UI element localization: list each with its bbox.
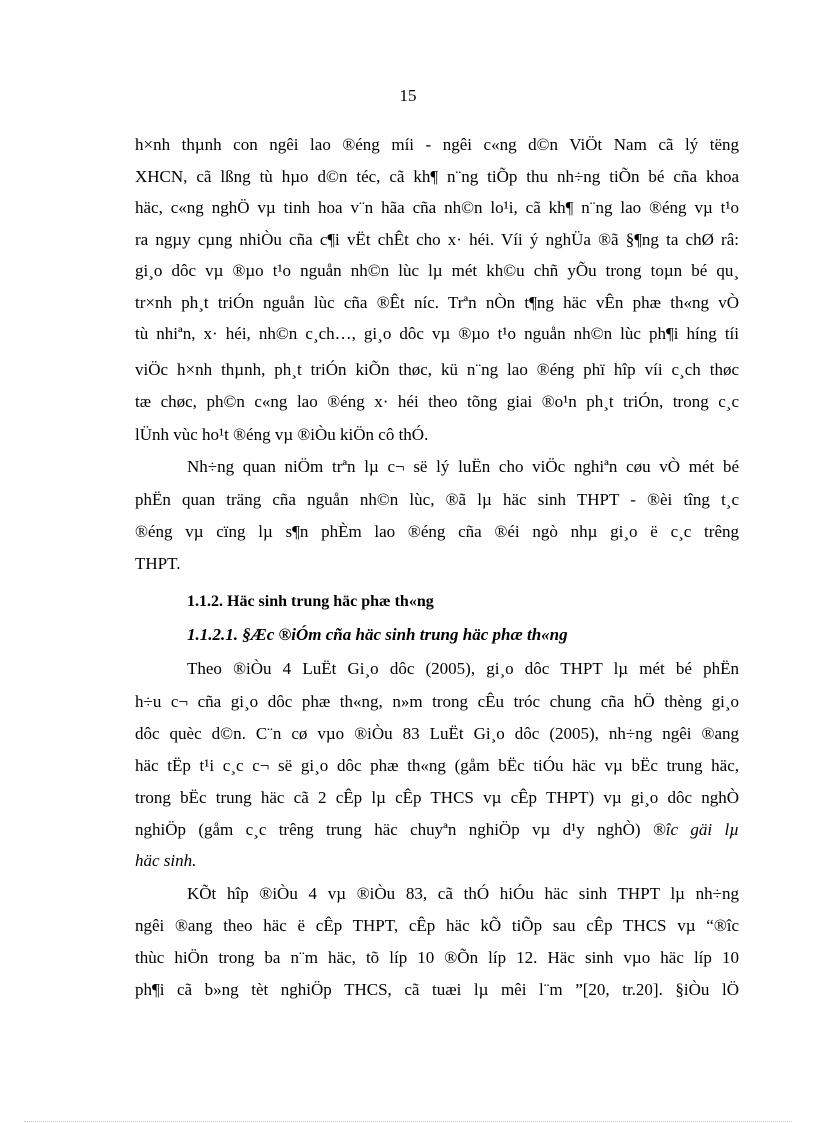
text-line: Nh÷ng quan niÖm trªn lµ c¬ së lý luËn cho viÖc nghiªn cøu vÒ mét bé <box>187 457 739 476</box>
text-line <box>135 819 739 841</box>
text-line: thùc hiÖn trong ba n¨m häc, tõ líp 10 ®Õn líp 12. Häc sinh vµo häc líp 10 <box>135 948 739 967</box>
text-line: trong bËc trung häc cã 2 cÊp lµ cÊp THCS vµ cÊp THPT) vµ gi¸o dôc nghÒ <box>135 788 739 807</box>
text-line: h×nh thµnh con ngêi lao ®éng míi - ngêi c«ng d©n ViÖt Nam cã lý tëng <box>135 135 739 154</box>
text-line: tr×nh ph¸t triÓn nguån lùc cña ®Êt níc. Trªn nÒn t¶ng häc vÊn phæ th«ng vÒ <box>135 293 739 312</box>
text-span: nghiÖp (gåm c¸c trêng trung häc chuyªn nghiÖp vµ d¹y nghÒ) <box>135 820 641 839</box>
text-line: lÜnh vùc ho¹t ®éng vµ ®iÒu kiÖn cô thÓ. <box>135 425 429 444</box>
page-bottom-divider <box>24 1121 792 1122</box>
text-line: häc sinh. <box>135 851 197 870</box>
text-line: KÕt hîp ®iÒu 4 vµ ®iÒu 83, cã thÓ hiÓu häc sinh THPT lµ nh÷ng <box>187 884 739 903</box>
text-line: häc, c«ng nghÖ vµ tinh hoa v¨n hãa cña nh©n lo¹i, cã kh¶ n¨ng lao ®éng vµ t¹o <box>135 198 739 217</box>
text-line: ngêi ®ang theo häc ë cÊp THPT, cÊp häc kÕ tiÕp sau cÊp THCS vµ “®îc <box>135 916 739 935</box>
text-line: ®éng vµ cïng lµ s¶n phÈm lao ®éng cña ®éi ngò nhµ gi¸o ë c¸c trêng <box>135 522 739 541</box>
section-heading: 1.1.2. Häc sinh trung häc phæ th«ng <box>187 593 434 610</box>
text-line: tù nhiªn, x· héi, nh©n c¸ch…, gi¸o dôc vµ ®µo t¹o nguån nh©n lùc ph¶i híng tíi <box>135 324 739 343</box>
text-line: dôc quèc d©n. C¨n cø vµo ®iÒu 83 LuËt Gi¸o dôc (2005), nh÷ng ngêi ®ang <box>135 724 739 743</box>
text-line: h÷u c¬ cña gi¸o dôc phæ th«ng, n»m trong cÊu tróc chung cña hÖ thèng gi¸o <box>135 692 739 711</box>
text-line: THPT. <box>135 554 181 573</box>
text-line: XHCN, cã lßng tù hµo d©n téc, cã kh¶ n¨ng tiÕp thu nh÷ng tiÕn bé cña khoa <box>135 167 739 186</box>
text-line: häc tËp t¹i c¸c c¬ së gi¸o dôc phæ th«ng (gåm bËc tiÓu häc vµ bËc trung häc, <box>135 756 739 775</box>
text-line: Theo ®iÒu 4 LuËt Gi¸o dôc (2005), gi¸o dôc THPT lµ mét bé phËn <box>187 659 739 678</box>
text-line: ra ngµy cµng nhiÒu cña c¶i vËt chÊt cho x· héi. Víi ý nghÜa ®ã §¶ng ta chØ râ: <box>135 230 739 249</box>
text-line: phËn quan träng cña nguån nh©n lùc, ®ã lµ häc sinh THPT - ®èi tîng t¸c <box>135 490 739 509</box>
page-number: 15 <box>399 86 417 105</box>
text-line: ph¶i cã b»ng tèt nghiÖp THCS, cã tuæi lµ mêi l¨m ”[20, tr.20]. §iÒu lÖ <box>135 980 739 999</box>
text-line: tæ chøc, ph©n c«ng lao ®éng x· héi theo tõng giai ®o¹n ph¸t triÓn, trong c¸c <box>135 392 739 411</box>
text-line: viÖc h×nh thµnh, ph¸t triÓn kiÕn thøc, kü n¨ng lao ®éng phï hîp víi c¸ch thøc <box>135 360 739 379</box>
italic-text-span: ®îc gäi lµ <box>652 820 739 839</box>
text-line: gi¸o dôc vµ ®µo t¹o nguån nh©n lùc lµ mét kh©u chñ yÕu trong toµn bé qu¸ <box>135 261 739 280</box>
subsection-heading: 1.1.2.1. §Æc ®iÓm cña häc sinh trung häc phæ th«ng <box>187 625 568 644</box>
